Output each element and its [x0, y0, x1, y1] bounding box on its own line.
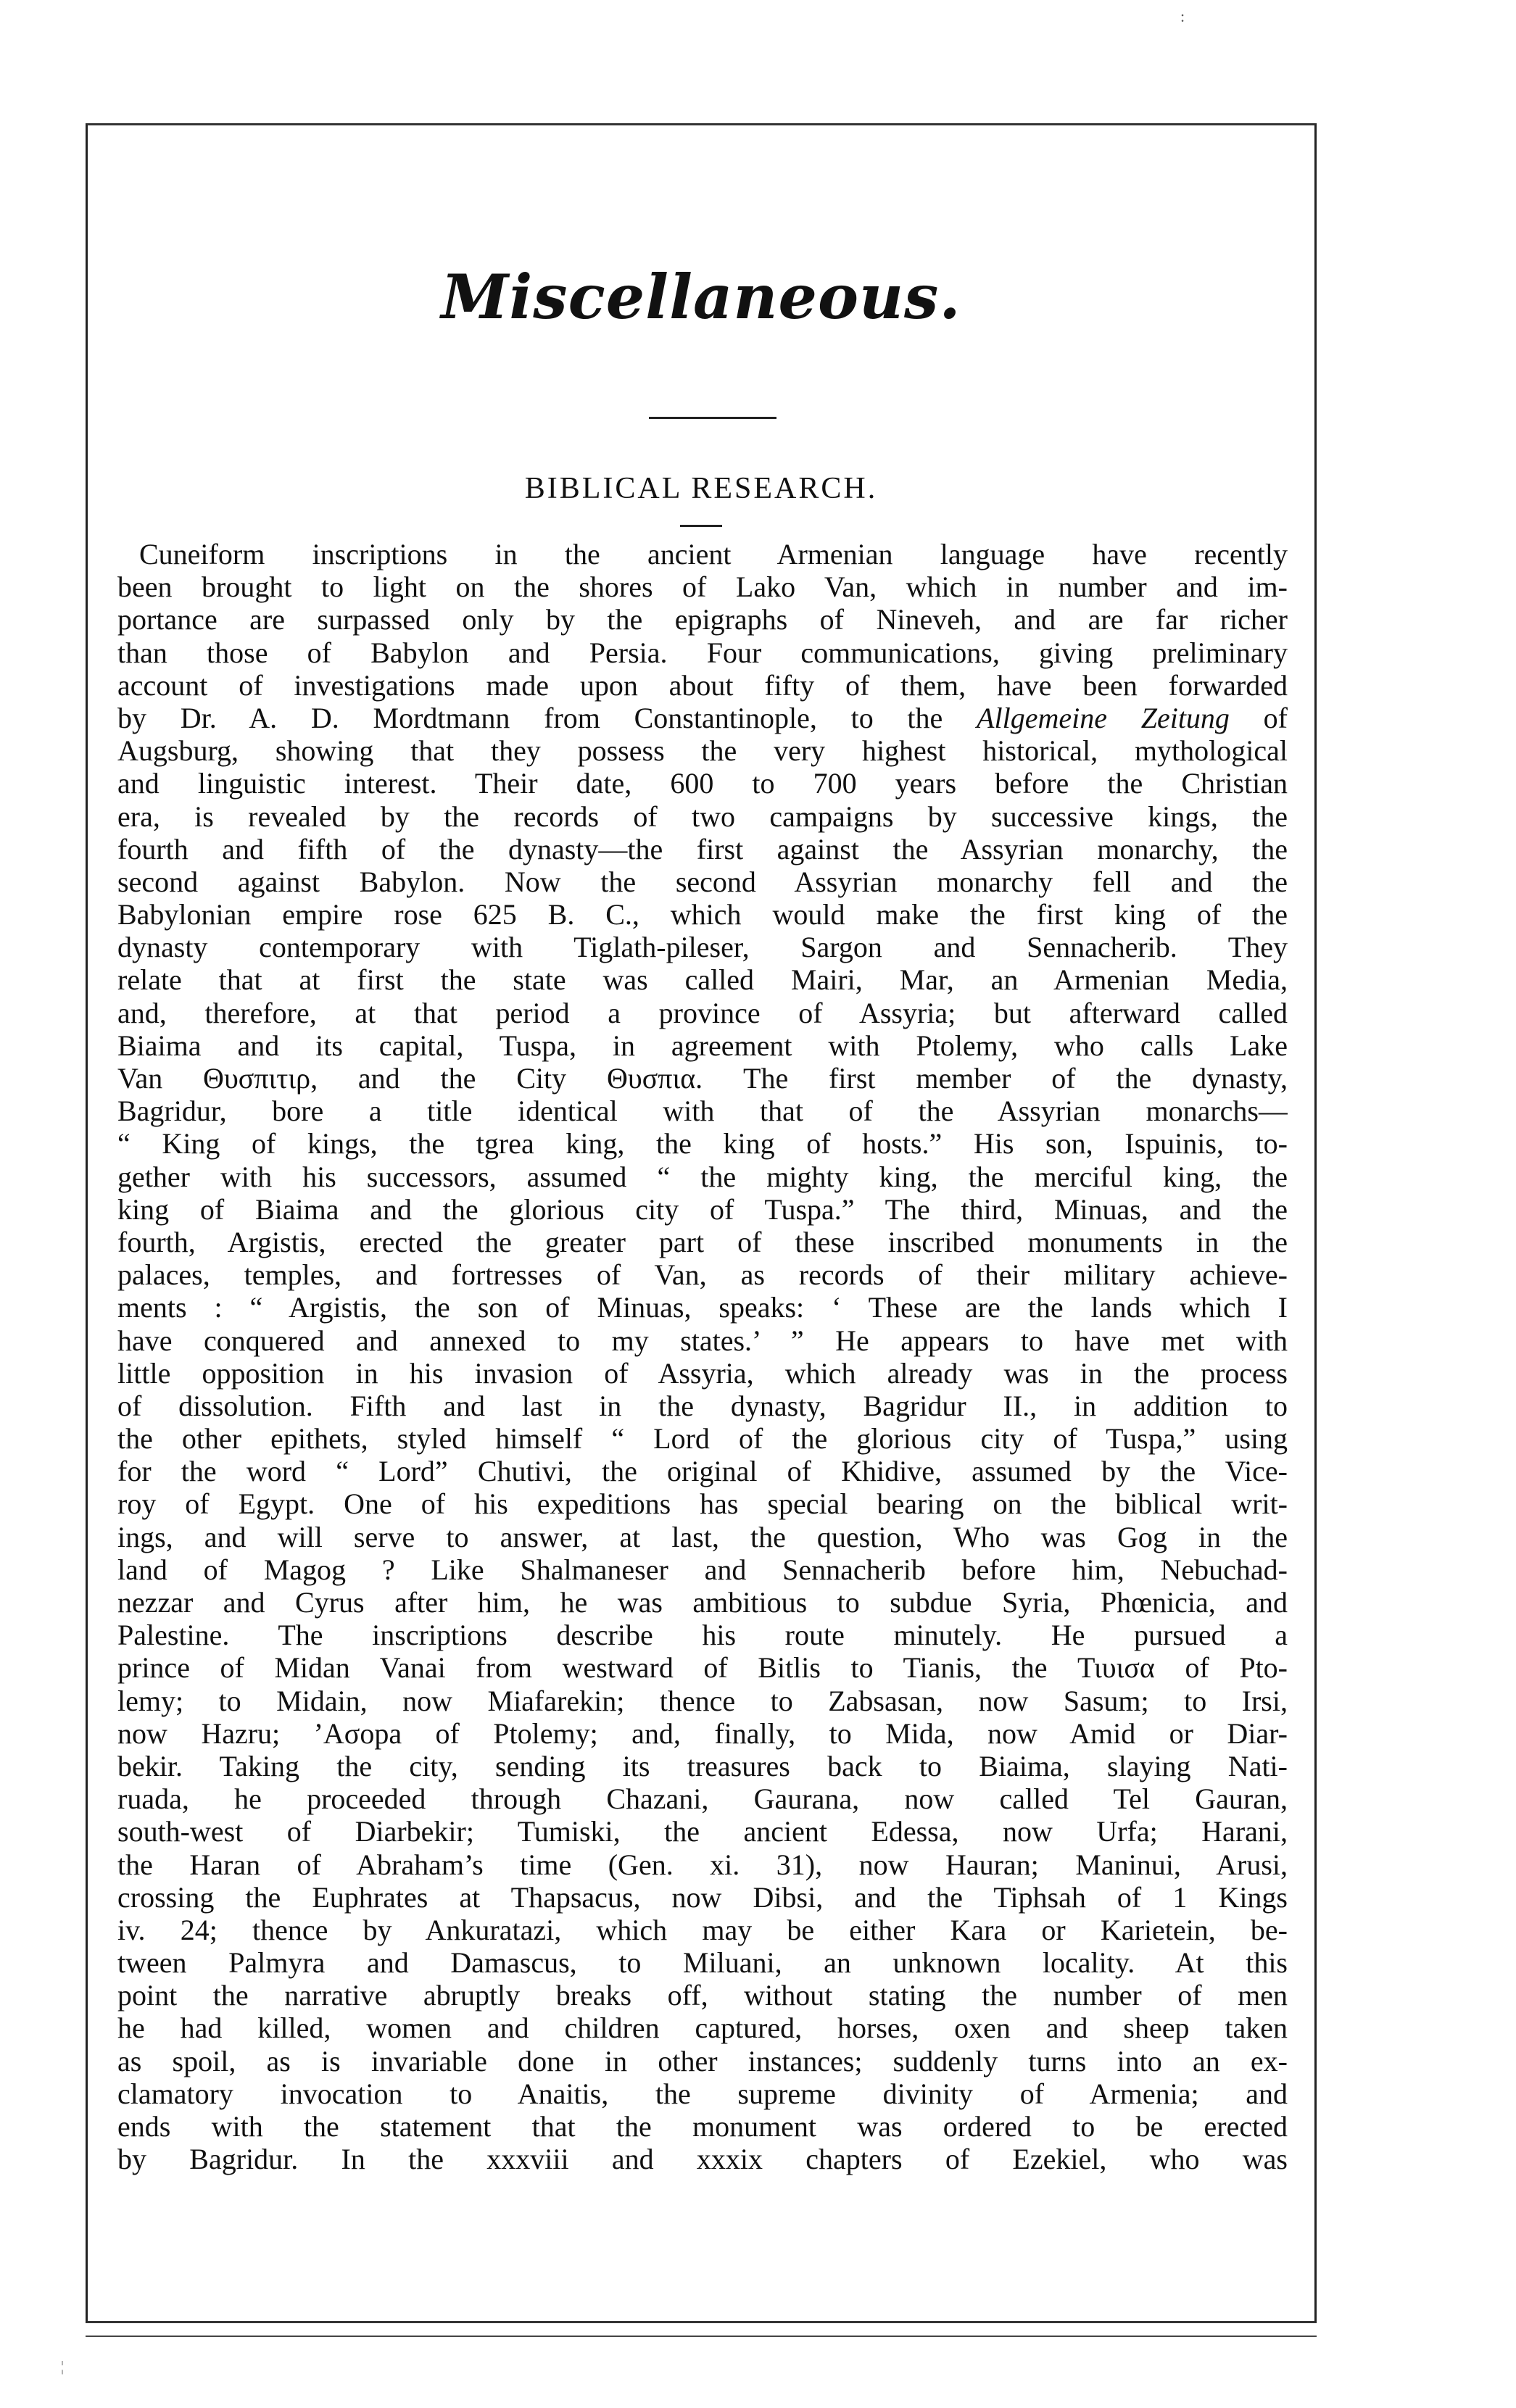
- text-line: have conquered and annexed to my states.’ ” He appears to have met with: [117, 1324, 1288, 1357]
- text-line: for the word “ Lord” Chutivi, the original of Khidive, assumed by the Vice-: [117, 1455, 1288, 1488]
- text-line: of dissolution. Fifth and last in the dynasty, Bagridur II., in addition to: [117, 1389, 1288, 1422]
- masthead-title: Miscellaneous.: [441, 261, 961, 333]
- text-line: iv. 24; thence by Ankuratazi, which may be either Kara or Karietein, be-: [117, 1913, 1288, 1946]
- text-line: ments : “ Argistis, the son of Minuas, speaks: ‘ These are the lands which I: [117, 1291, 1288, 1324]
- page-corner-mark: :: [1180, 7, 1185, 25]
- text-line: Biaima and its capital, Tuspa, in agreement with Ptolemy, who calls Lake: [117, 1029, 1288, 1062]
- text-line: as spoil, as is invariable done in other instances; suddenly turns into an ex-: [117, 2044, 1288, 2077]
- text-line: nezzar and Cyrus after him, he was ambitious to subdue Syria, Phœnicia, and: [117, 1586, 1288, 1619]
- text-line: Cuneiform inscriptions in the ancient Armenian language have recently: [139, 538, 1288, 570]
- text-line: king of Biaima and the glorious city of Tuspa.” The third, Minuas, and the: [117, 1192, 1288, 1226]
- text-line: lemy; to Midain, now Miafarekin; thence to Zabsasan, now Sasum; to Irsi,: [117, 1684, 1288, 1717]
- text-line: south-west of Diarbekir; Tumiski, the ancient Edessa, now Urfa; Harani,: [117, 1815, 1288, 1848]
- text-line: ends with the statement that the monument was ordered to be erected: [117, 2110, 1288, 2143]
- text-line: the Haran of Abraham’s time (Gen. xi. 31), now Hauran; Maninui, Arusi,: [117, 1848, 1288, 1881]
- article-body: [117, 538, 1288, 2175]
- text-line: prince of Midan Vanai from westward of Bitlis to Tianis, the Τιυισα of Pto-: [117, 1651, 1288, 1685]
- text-line: bekir. Taking the city, sending its treasures back to Biaima, slaying Nati-: [117, 1749, 1288, 1782]
- text-line: the other epithets, styled himself “ Lord of the glorious city of Tuspa,” using: [117, 1422, 1288, 1456]
- text-line: second against Babylon. Now the second Assyrian monarchy fell and the: [117, 865, 1288, 898]
- text-line: ings, and will serve to answer, at last, the question, Who was Gog in the: [117, 1520, 1288, 1553]
- text-line: Van Θυσπιτιρ, and the City Θυσπια. The first member of the dynasty,: [117, 1062, 1288, 1095]
- text-line: been brought to light on the shores of Lako Van, which in number and im-: [117, 570, 1288, 604]
- text-line: crossing the Euphrates at Thapsacus, now Dibsi, and the Tiphsah of 1 Kings: [117, 1880, 1288, 1914]
- text-line: land of Magog ? Like Shalmaneser and Sennacherib before him, Nebuchad-: [117, 1553, 1288, 1586]
- newspaper-title: Allgemeine Zeitung: [977, 701, 1230, 734]
- text-line: by Dr. A. D. Mordtmann from Constantinople, to the Allgemeine Zeitung of: [117, 701, 1288, 734]
- text-line: by Bagridur. In the xxxviii and xxxix chapters of Ezekiel, who was: [117, 2143, 1288, 2176]
- text-line: account of investigations made upon about fifty of them, have been forwarded: [117, 668, 1288, 702]
- text-line: point the narrative abruptly breaks off, without stating the number of men: [117, 1979, 1288, 2012]
- text-line: dynasty contemporary with Tiglath-pileser, Sargon and Sennacherib. They: [117, 931, 1288, 964]
- text-line: little opposition in his invasion of Assyria, which already was in the process: [117, 1356, 1288, 1390]
- text-line: “ King of kings, the tgrea king, the king of hosts.” His son, Ispuinis, to-: [117, 1127, 1288, 1161]
- text-line: clamatory invocation to Anaitis, the supreme divinity of Armenia; and: [117, 2077, 1288, 2110]
- text-line: tween Palmyra and Damascus, to Miluani, an unknown locality. At this: [117, 1946, 1288, 1980]
- bottom-rule: [86, 2336, 1317, 2337]
- text-line: palaces, temples, and fortresses of Van, as records of their military achieve-: [117, 1258, 1288, 1292]
- text-line: and linguistic interest. Their date, 600 to 700 years before the Christian: [117, 767, 1288, 800]
- section-title: BIBLICAL RESEARCH.: [524, 472, 878, 505]
- section-rule: [680, 525, 722, 527]
- text-line: fourth, Argistis, erected the greater part of these inscribed monuments in the: [117, 1225, 1288, 1258]
- text-line: era, is revealed by the records of two campaigns by successive kings, the: [117, 800, 1288, 833]
- text-line: Palestine. The inscriptions describe his route minutely. He pursued a: [117, 1619, 1288, 1652]
- text-line: he had killed, women and children captured, horses, oxen and sheep taken: [117, 2011, 1288, 2045]
- text-line: gether with his successors, assumed “ the mighty king, the merciful king, the: [117, 1160, 1288, 1193]
- text-line: Bagridur, bore a title identical with that of the Assyrian monarchs—: [117, 1095, 1288, 1128]
- text-line: fourth and fifth of the dynasty—the first against the Assyrian monarchy, the: [117, 832, 1288, 865]
- text-line: now Hazru; ’Aσopa of Ptolemy; and, finally, to Mida, now Amid or Diar-: [117, 1716, 1288, 1750]
- text-line: than those of Babylon and Persia. Four communications, giving preliminary: [117, 636, 1288, 669]
- text-line: Augsburg, showing that they possess the very highest historical, mythological: [117, 734, 1288, 768]
- text-line: portance are surpassed only by the epigraphs of Nineveh, and are far richer: [117, 603, 1288, 636]
- text-line: and, therefore, at that period a province of Assyria; but afterward called: [117, 996, 1288, 1029]
- text-line: ruada, he proceeded through Chazani, Gaurana, now called Tel Gauran,: [117, 1782, 1288, 1816]
- text-line: relate that at first the state was called Mairi, Mar, an Armenian Media,: [117, 963, 1288, 997]
- text-line: roy of Egypt. One of his expeditions has special bearing on the biblical writ-: [117, 1487, 1288, 1521]
- left-margin-mark: ¦: [61, 2359, 65, 2375]
- masthead-rule: [649, 417, 776, 419]
- text-line: Babylonian empire rose 625 B. C., which would make the first king of the: [117, 898, 1288, 931]
